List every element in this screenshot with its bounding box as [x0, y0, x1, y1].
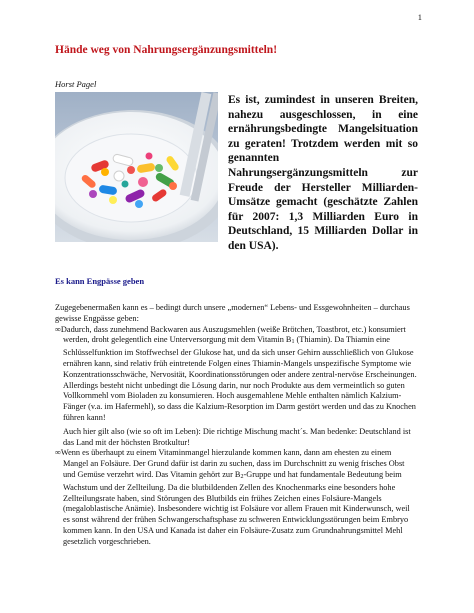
list-item: ∞Wenn es überhaupt zu einem Vitaminmangel hierzulande kommen kann, dann am ehesten zu einem Mangel an Folsäure. Der Grund dafür ist darin zu suchen, dass im Durchschnitt zu wenig frisches Obst und Gemüse verzehrt wird. Das Vitamin gehört zur B2-Gruppe und hat fundamentale Bedeutung beim Wachstum und der Zellteilung. Da die blutbildenden Zellen des Knochenmarks eine besonders hohe Zellteilungsrate haben, sind Störungen des Blutbilds ein frühes Zeichen eines Folsäure-Mangels (megaloblastische Anämie). Insbesondere wichtig ist Folsäure vor allem Frauen mit Kinderwunsch, weil es sonst während der frühen Schwangerschaftsphase zu schweren Entwicklungsstörungen beim Embryo kommen kann. In den USA und Kanada ist daher ein Folsäure-Zusatz zum Grundnahrungsmittel Mehl gesetzlich vorgeschrieben.	[55, 448, 410, 546]
section-heading: Es kann Engpässe geben	[55, 276, 145, 286]
infinity-bullet-icon: ∞	[55, 448, 61, 458]
page-number: 1	[417, 12, 422, 22]
pills-on-plate-image	[55, 92, 218, 242]
intro-paragraph: Zugegebenermaßen kann es – bedingt durch unsere „modernen“ Lebens- und Essgewohnheiten – durchaus gewisse Engpässe geben:	[55, 303, 410, 323]
list-item: ∞Dadurch, dass zunehmend Backwaren aus Auszugsmehlen (weiße Brötchen, Toastbrot, etc.) konsumiert werden, droht gelegentlich eine Unterversorgung mit dem Vitamin B1 (Thiamin). Da Thiamin eine Schlüsselfunktion im Stoffwechsel der Glukose hat, und da sich unser Gehirn ausschließlich von Glukose ernähren kann, sind relativ früh eintretende Folgen eines Thiamin-Mangels unspezifische Symptome wie Konzentrationsschwäche, Nervosität, Koordinationsstörungen oder andere zentral-nervöse Erscheinungen.	[55, 324, 417, 379]
infinity-bullet-icon: ∞	[55, 324, 61, 334]
author: Horst Pagel	[55, 79, 97, 89]
page-title: Hände weg von Nahrungsergänzungsmitteln!	[55, 44, 278, 56]
body-text	[55, 303, 417, 548]
list-item-continuation: Auch hier gilt also (wie so oft im Leben): Die richtige Mischung macht´s. Man bedenke: Deutschland ist das Land mit der höchsten Brotkultur!	[63, 426, 411, 447]
lead-paragraph: Es ist, zumindest in unseren Breiten, nahezu ausgeschlossen, in eine ernährungsbedingte Mangelsituation zu geraten! Trotzdem werden mit so genannten Nahrungsergänzungsmitteln zur Freude der Hersteller Milliarden-Umsätze gemacht (geschätzte Zahlen für 2007: 1,3 Milliarden Euro in Deutschland, 15 Milliarden Dollar in den USA).	[228, 94, 418, 252]
list-item-continuation: Allerdings besteht nicht unbedingt die Lösung darin, nur noch Produkte aus dem vermeintlich so guten Vollkornmehl vom Bioladen zu konsumieren. Hoch ausgemahlene Mehle enthalten nämlich Kalzium-Fänger (v.a. im Hafermehl), so dass die Kalzium-Resorption im Darm gestört werden und das zu Knochen führen kann!	[63, 380, 416, 422]
